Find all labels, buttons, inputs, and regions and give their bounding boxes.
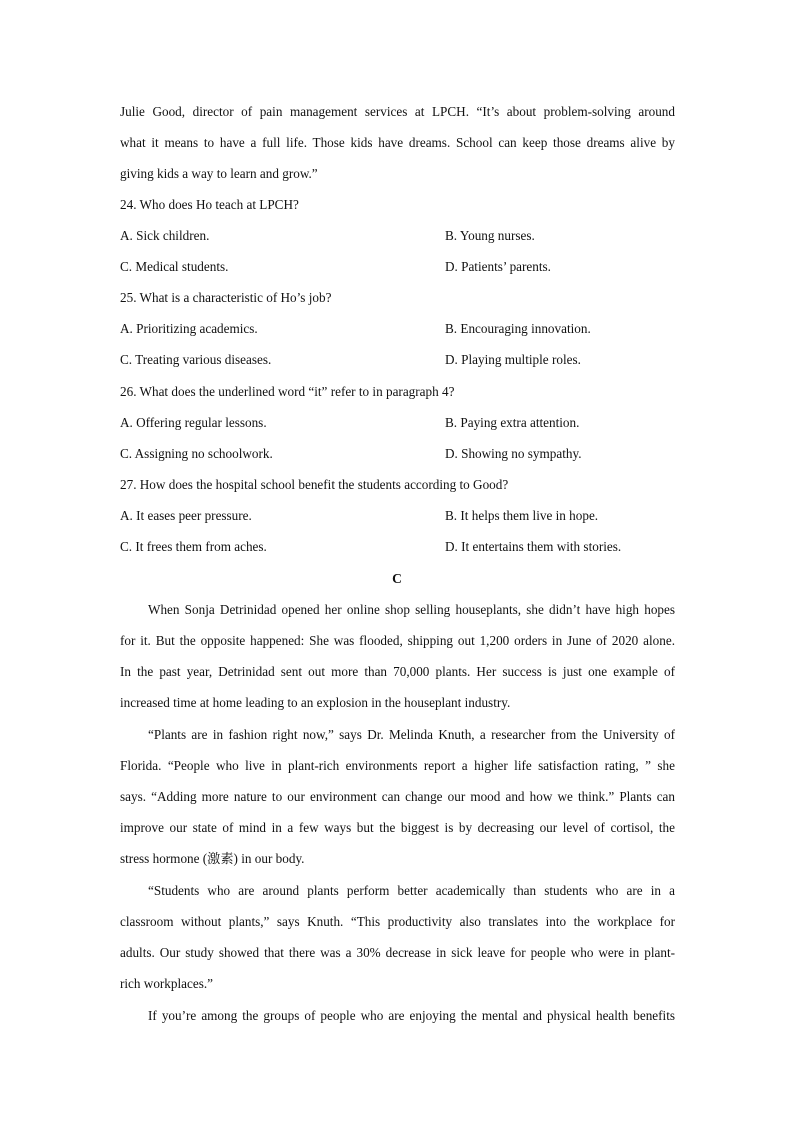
question-25-option-d: D. Playing multiple roles. [445, 352, 581, 367]
question-27-option-d: D. It entertains them with stories. [445, 539, 622, 554]
passage-c-line: classroom without plants,” says Knuth. “This productivity also translates into the workplace for [120, 914, 675, 929]
passage-c-line: Florida. “People who live in plant-rich environments report a higher life satisfaction rating, ” she [120, 758, 675, 773]
passage-b-line: Julie Good, director of pain management services at LPCH. “It’s about problem-solving around [120, 104, 675, 119]
passage-c-line: “Plants are in fashion right now,” says Dr. Melinda Knuth, a researcher from the University of [148, 727, 675, 742]
question-26-option-a: A. Offering regular lessons. [120, 415, 267, 430]
question-27-option-c: C. It frees them from aches. [120, 539, 267, 554]
question-24-stem: 24. Who does Ho teach at LPCH? [120, 197, 299, 212]
question-26-option-c: C. Assigning no schoolwork. [120, 446, 273, 461]
passage-c-line: rich workplaces.” [120, 976, 214, 991]
question-27-option-b: B. It helps them live in hope. [445, 508, 599, 523]
question-24-option-c: C. Medical students. [120, 259, 229, 274]
passage-c-line: improve our state of mind in a few ways but the biggest is by decreasing our level of cortisol, the [120, 820, 675, 835]
passage-c-line: “Students who are around plants perform better academically than students who are in a [148, 883, 675, 898]
question-26-option-d: D. Showing no sympathy. [445, 446, 582, 461]
passage-c-line: If you’re among the groups of people who are enjoying the mental and physical health benefits [148, 1008, 675, 1023]
question-24-option-b: B. Young nurses. [445, 228, 535, 243]
passage-c-heading: C [392, 571, 402, 586]
passage-c-line: When Sonja Detrinidad opened her online shop selling houseplants, she didn’t have high hopes [148, 602, 675, 617]
passage-b-line: what it means to have a full life. Those kids have dreams. School can keep those dreams alive by [120, 135, 675, 150]
passage-b-line: giving kids a way to learn and grow.” [120, 166, 318, 181]
question-26-stem: 26. What does the underlined word “it” refer to in paragraph 4? [120, 384, 455, 399]
passage-c-line: for it. But the opposite happened: She was flooded, shipping out 1,200 orders in June of 2020 alone. [120, 633, 675, 648]
question-25-option-c: C. Treating various diseases. [120, 352, 272, 367]
passage-c-line: increased time at home leading to an explosion in the houseplant industry. [120, 695, 511, 710]
question-27-stem: 27. How does the hospital school benefit the students according to Good? [120, 477, 509, 492]
passage-c-line: In the past year, Detrinidad sent out more than 70,000 plants. Her success is just one example of [120, 664, 675, 679]
question-25-option-a: A. Prioritizing academics. [120, 321, 258, 336]
passage-c-line: stress hormone (激素) in our body. [120, 851, 305, 866]
passage-c-line: adults. Our study showed that there was a 30% decrease in sick leave for people who were in plant- [120, 945, 675, 960]
question-24-option-a: A. Sick children. [120, 228, 210, 243]
question-25-stem: 25. What is a characteristic of Ho’s job? [120, 290, 332, 305]
question-27-option-a: A. It eases peer pressure. [120, 508, 252, 523]
question-26-option-b: B. Paying extra attention. [445, 415, 580, 430]
question-25-option-b: B. Encouraging innovation. [445, 321, 591, 336]
passage-c-line: says. “Adding more nature to our environment can change our mood and how we think.” Plants can [120, 789, 675, 804]
question-24-option-d: D. Patients’ parents. [445, 259, 551, 274]
